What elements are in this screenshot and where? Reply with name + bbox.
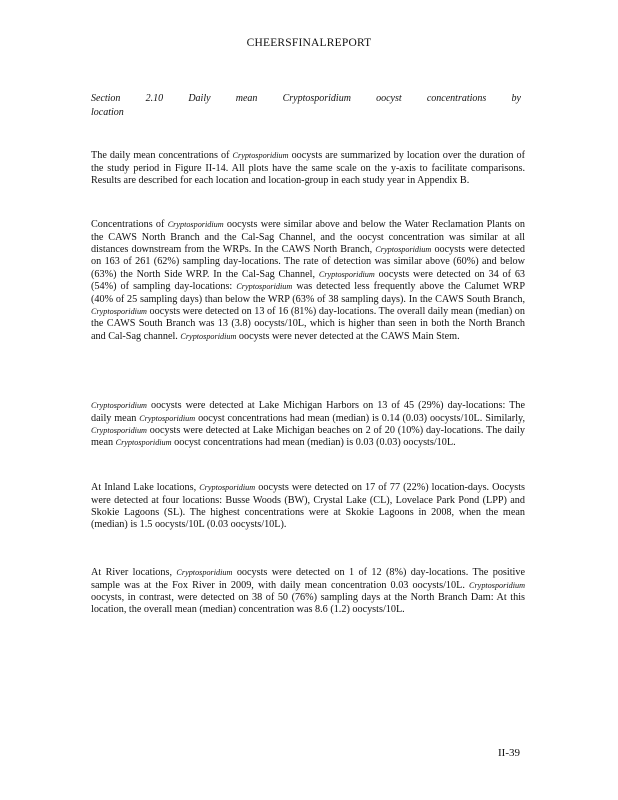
text-run: oocysts were detected on 13 of 16 (81%) day-locations. The overall daily mean (median) on the CAWS South Branch was 13 (3.8) oocysts/10L, which is higher than seen in both the North Branch and Cal-Sag channel. <box>91 306 525 342</box>
paragraph-caws-results <box>91 219 525 343</box>
text-run: oocysts were detected on 1 of 12 (8%) day-locations. The positive sample was at the Fox River in 2009, with daily mean concentration 0.03 oocysts/10L. <box>91 567 525 591</box>
section-heading-line-2: location <box>91 107 124 118</box>
section-word: Cryptosporidium <box>282 93 351 104</box>
section-word: mean <box>235 93 258 104</box>
organism-name: Cryptosporidium <box>176 568 233 578</box>
organism-name: Cryptosporidium <box>139 413 196 423</box>
paragraph-river-locations <box>91 567 525 617</box>
text-run: The daily mean concentrations of <box>91 150 233 162</box>
paragraph-inland-lakes <box>91 482 525 532</box>
organism-name: Cryptosporidium <box>91 401 147 411</box>
organism-name: Cryptosporidium <box>469 580 525 590</box>
text-run: oocysts were detected on 17 of 77 (22%) location-days. Oocysts were detected at four locations: Busse Woods (BW), Crystal Lake (CL), Lovelace Park Pond (LPP) and Skokie Lagoons (SL). The highest concentrations were at Skokie Lagoons in 2008, when the mean (median) is 1.5 oocysts/10L (0.03 oocysts/10L). <box>91 482 525 531</box>
section-word: Daily <box>188 93 211 104</box>
organism-name: Cryptosporidium <box>232 151 289 161</box>
organism-name: Cryptosporidium <box>91 307 147 317</box>
organism-name: Cryptosporidium <box>180 331 237 341</box>
organism-name: Cryptosporidium <box>167 220 224 230</box>
organism-name: Cryptosporidium <box>115 438 172 448</box>
text-run: oocysts were detected on 163 of 261 (62%) sampling day-locations. The rate of detection was similar above (60%) and below (63%) the North Side WRP. In the Cal-Sag Channel, <box>91 244 525 280</box>
section-word: by <box>511 93 521 104</box>
page-number: II-39 <box>498 747 520 759</box>
text-run: was detected less frequently above the Calumet WRP (40% of 25 sampling days) than below the WRP (63% of 38 sampling days). In the CAWS South Branch, <box>91 281 525 305</box>
paragraph-summary <box>91 150 525 187</box>
organism-name: Cryptosporidium <box>91 426 147 435</box>
section-word: oocyst <box>376 93 402 104</box>
text-run: oocysts, in contrast, were detected on 38 of 50 (76%) sampling days at the North Branch Dam: At this location, the overall mean (median) concentration was 8.6 (1.2) oocysts/10L. <box>91 592 525 616</box>
organism-name: Cryptosporidium <box>375 245 432 254</box>
text-run: oocysts were detected at Lake Michigan Harbors on 13 of 45 (29%) day-locations: The daily mean <box>91 400 525 424</box>
text-run: At Inland Lake locations, <box>91 482 200 494</box>
text-run: oocyst concentrations had mean (median) is 0.14 (0.03) oocysts/10L. Similarly, <box>195 412 526 424</box>
text-run: At River locations, <box>91 567 177 579</box>
text-run: oocysts are summarized by location over the duration of the study period in Figure II-14. All plots have the same scale on the y-axis to facilitate comparisons. Results are described for each location and location-group in each study year in Appendix B. <box>91 150 525 186</box>
report-header: CHEERSFINALREPORT <box>246 37 372 49</box>
section-word: concentrations <box>426 93 487 104</box>
paragraph-lake-michigan <box>91 400 525 450</box>
text-run: oocysts were similar above and below the Water Reclamation Plants on the CAWS North Branch and the Cal-Sag Channel, and the oocyst concentration was similar at all distances downstream from the WRPs. In the CAWS North Branch, <box>91 219 525 255</box>
text-run: oocysts were never detected at the CAWS Main Stem. <box>236 330 460 342</box>
organism-name: Cryptosporidium <box>318 269 375 279</box>
section-number: 2.10 <box>145 93 164 104</box>
organism-name: Cryptosporidium <box>236 282 293 292</box>
organism-name: Cryptosporidium <box>199 483 256 493</box>
text-run: Concentrations of <box>91 219 168 231</box>
text-run: oocysts were detected at Lake Michigan beaches on 2 of 20 (10%) day-locations. The daily mean <box>91 425 525 449</box>
section-heading <box>91 92 521 120</box>
text-run: oocyst concentrations had mean (median) is 0.03 (0.03) oocysts/10L. <box>171 437 456 449</box>
text-run: oocysts were detected on 34 of 63 (54%) of sampling day-locations: <box>91 268 526 293</box>
section-heading-line-1 <box>91 92 521 106</box>
section-word: Section <box>91 93 121 104</box>
